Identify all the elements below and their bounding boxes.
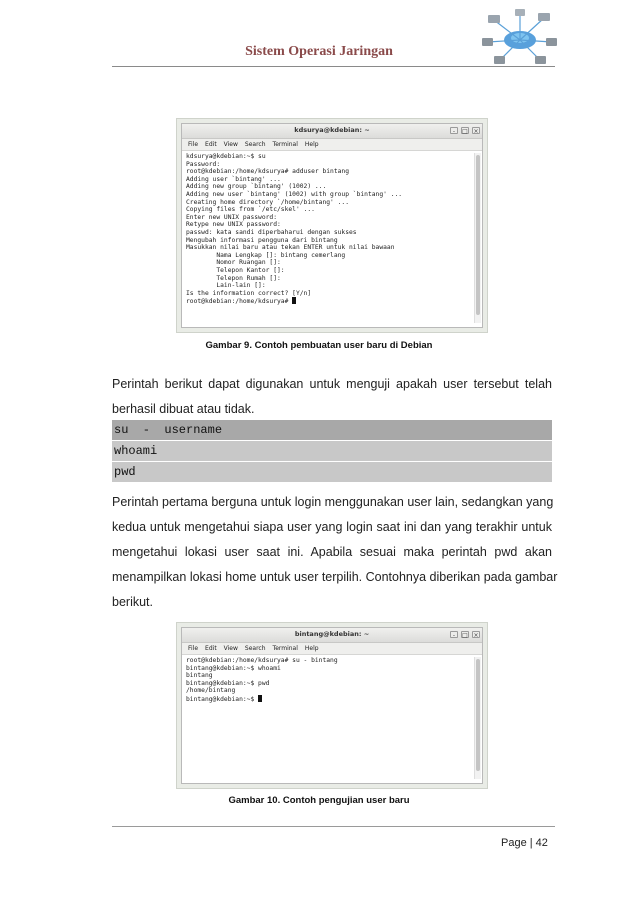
menu-file[interactable]: File [188,141,199,148]
terminal-output-1[interactable] [182,151,482,325]
terminal-line: Copying files from `/etc/skel' ... [186,206,315,214]
terminal-scrollbar-1[interactable] [474,153,481,323]
menu-file[interactable]: File [188,645,199,652]
footer-rule [112,826,555,827]
terminal-prompt: bintang@kdebian:~$ [186,695,259,703]
minimize-icon[interactable]: - [450,127,458,134]
terminal-line: Password: [186,160,221,168]
terminal-prompt-line [186,297,478,305]
network-logo-icon [480,8,558,66]
terminal-line: bintang [186,672,213,680]
terminal-line: kdsurya@kdebian:~$ su [186,153,266,160]
terminal-prompt: root@kdebian:/home/kdsurya# [186,298,293,306]
paragraph-line: Perintah pertama berguna untuk login menggunakan user lain, sedangkan yang [112,495,554,509]
terminal-line: Adding user `bintang' ... [186,175,281,183]
terminal-titlebar-1[interactable] [182,124,482,139]
menu-edit[interactable]: Edit [205,645,217,652]
maximize-icon[interactable]: □ [462,128,468,135]
terminal-line: bintang@kdebian:~$ pwd [186,679,270,687]
menu-search[interactable]: Search [244,141,266,148]
paragraph-line: mengetahui lokasi user saat ini. Apabila sesuai maka perintah pwd akan [112,545,552,559]
terminal-line: Masukkan nilai baru atau tekan ENTER untuk nilai bawaan [186,244,395,252]
figure-caption-1: Gambar 9. Contoh pembuatan user baru di Debian [205,340,433,351]
terminal-title-1: kdsurya@kdebian: ~ [294,126,370,134]
terminal-window-1 [181,123,483,328]
terminal-line: Adding new user `bintang' (1002) with group `bintang' ... [186,190,403,198]
header-rule [112,66,555,67]
terminal-titlebar-2[interactable] [182,628,482,643]
paragraph-line: Perintah berikut dapat digunakan untuk menguji apakah user tersebut telah [112,377,552,391]
terminal-line: Nama Lengkap []: bintang cemerlang [186,251,346,259]
page-number: Page | 42 [501,837,548,849]
terminal-output-2[interactable] [182,655,482,781]
paragraph-2 [112,490,558,615]
terminal-line: Retype new UNIX password: [186,221,281,229]
paragraph-line: menampilkan lokasi home untuk user terpilih. Contohnya diberikan pada gambar [112,570,558,584]
terminal-cursor [292,297,296,304]
terminal-line: bintang@kdebian:~$ whoami [186,664,281,672]
scrollbar-thumb[interactable] [476,659,480,771]
paragraph-line: kedua untuk mengetahui siapa user yang login saat ini dan yang terakhir untuk [112,520,552,534]
terminal-line: Is the information correct? [Y/n] [186,289,312,297]
maximize-icon[interactable]: □ [462,632,468,639]
terminal-line: Telepon Rumah []: [186,274,281,282]
menu-help[interactable]: Help [304,141,319,148]
terminal-line: Creating home directory `/home/bintang' ... [186,198,350,206]
terminal-line: Telepon Kantor []: [186,266,285,274]
menu-terminal[interactable]: Terminal [272,645,298,652]
terminal-line: Adding new group `bintang' (1002) ... [186,183,327,191]
code-line: whoami [112,441,552,462]
terminal-window-2 [181,627,483,784]
terminal-cursor [258,695,262,702]
terminal-line: Lain-lain []: [186,282,266,290]
menu-edit[interactable]: Edit [205,141,217,148]
terminal-prompt-line [186,695,478,703]
paragraph-1 [112,372,552,422]
code-line: su - username [112,420,552,441]
code-block [112,420,552,483]
terminal-line: Nomor Ruangan []: [186,259,281,267]
figure-caption-2: Gambar 10. Contoh pengujian user baru [228,795,410,806]
menu-view[interactable]: View [223,645,238,652]
terminal-menubar-2 [182,643,482,655]
paragraph-line: berhasil dibuat atau tidak. [112,402,255,416]
close-icon[interactable]: × [473,632,479,639]
menu-view[interactable]: View [223,141,238,148]
minimize-icon[interactable]: - [450,631,458,638]
menu-terminal[interactable]: Terminal [272,141,298,148]
terminal-line: root@kdebian:/home/kdsurya# adduser bintang [186,168,350,176]
terminal-line: Enter new UNIX password: [186,213,277,221]
terminal-line: Mengubah informasi pengguna dari bintang [186,236,338,244]
menu-help[interactable]: Help [304,645,319,652]
terminal-line: passwd: kata sandi diperbaharui dengan sukses [186,228,357,236]
close-icon[interactable]: × [473,128,479,135]
paragraph-line: berikut. [112,595,153,609]
terminal-menubar-1 [182,139,482,151]
menu-search[interactable]: Search [244,645,266,652]
terminal-line: /home/bintang [186,687,236,695]
header-title: Sistem Operasi Jaringan [245,44,393,59]
terminal-line: root@kdebian:/home/kdsurya# su - bintang [186,657,338,664]
code-line: pwd [112,462,552,483]
scrollbar-thumb[interactable] [476,155,480,315]
terminal-title-2: bintang@kdebian: ~ [294,630,370,638]
terminal-scrollbar-2[interactable] [474,657,481,779]
